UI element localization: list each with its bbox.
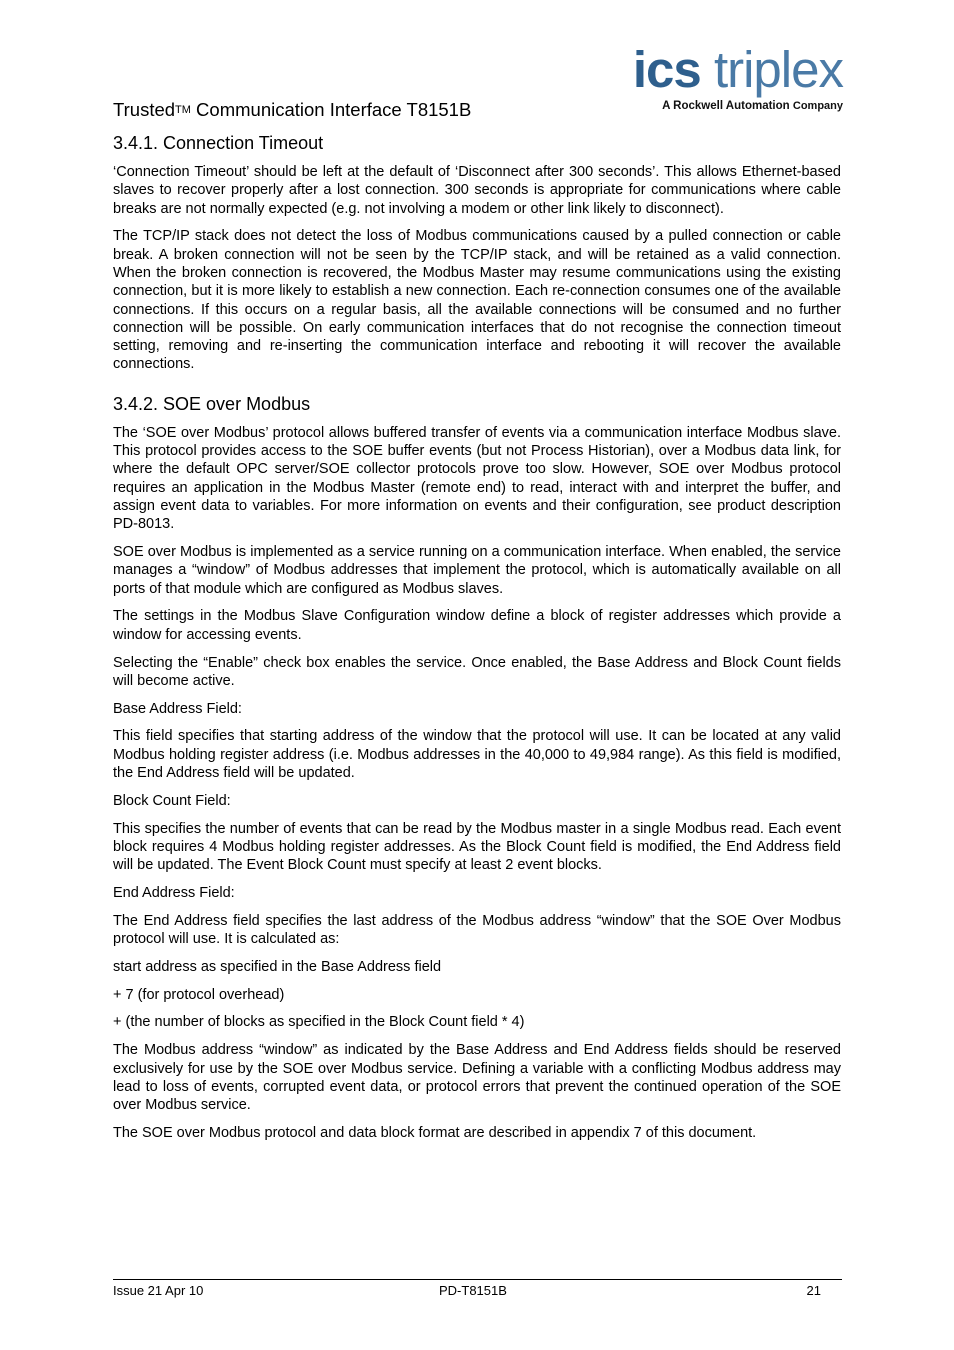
paragraph: The ‘SOE over Modbus’ protocol allows buffered transfer of events via a communication interface Modbus slave. This protocol provides access to the SOE buffer events (but not Process Historian), over a Modbus data link, for where the default OPC server/SOE collector protocols prove too slow. However, SOE over Modbus protocol requires an application in the Modbus Master (remote end) to read, interact with and interpret the buffer, and assign event data to variables. For more information on events and their configuration, see product description PD-8013. [113, 424, 841, 533]
formula-line: + (the number of blocks as specified in the Block Count field * 4) [113, 1014, 525, 1031]
field-label-base-address: Base Address Field: [113, 700, 242, 717]
title-suffix: Communication Interface T8151B [190, 99, 472, 120]
paragraph: Selecting the “Enable” check box enables the service. Once enabled, the Base Address and Block Count fields will become active. [113, 654, 841, 689]
footer-divider [113, 1279, 842, 1280]
formula-line: start address as specified in the Base Address field [113, 958, 442, 975]
page-number: 21 [806, 1283, 821, 1298]
ics-triplex-logo [603, 42, 843, 120]
paragraph: The TCP/IP stack does not detect the loss of Modbus communications caused by a pulled connection or cable break. A broken connection will not be seen by the TCP/IP stack, and will be retained as a valid connection. When the broken connection is recovered, the Modbus Master may resume communications using the existing connection, but it is more likely to establish a new connection. Each re-connection consumes one of the available connections. If this occurs on a regular basis, all the available connections will be consumed and no further connection will be possible. On early communication interfaces that do not recognise the connection timeout setting, removing and re-inserting the communication interface and rebooting it will recover the available connections. [113, 228, 841, 373]
section-heading-soe-over-modbus: 3.4.2. SOE over Modbus [113, 393, 311, 414]
paragraph: The Modbus address “window” as indicated by the Base Address and End Address fields should be reserved exclusively for use by the SOE over Modbus service. Defining a variable with a conflicting Modbus address may lead to loss of events, corrupted event data, or protocol errors that prevent the continued operation of the SOE over Modbus service. [113, 1042, 841, 1114]
field-label-end-address: End Address Field: [113, 885, 235, 901]
paragraph: ‘Connection Timeout’ should be left at the default of ‘Disconnect after 300 seconds’. This allows Ethernet-based slaves to recover properly after a lost connection. 300 seconds is appropriate for communications where cable breaks are not normally expected (e.g. not involving a modem or other link likely to disconnect). [113, 164, 841, 217]
paragraph: This field specifies that starting address of the window that the protocol will use. It can be located at any valid Modbus holding register address (i.e. Modbus addresses in the 40,000 to 49,984 range). As this field is modified, the End Address field will be updated. [113, 728, 841, 782]
document-title [113, 99, 471, 124]
title-prefix: Trusted [113, 99, 176, 120]
paragraph: This specifies the number of events that can be read by the Modbus master in a single Modbus read. Each event block requires 4 Modbus holding register addresses. As the Block Count field is modified, the End Address field will be updated. The Event Block Count must specify at least 2 event blocks. [113, 820, 841, 874]
field-label-block-count: Block Count Field: [113, 792, 231, 809]
logo-tagline: A Rockwell Automation Company [662, 100, 843, 112]
paragraph: SOE over Modbus is implemented as a service running on a communication interface. When enabled, the service manages a “window” of Modbus addresses that implement the protocol, which is automatically available on all ports of that module which are configured as Modbus slaves. [113, 544, 841, 597]
footer-doc-id: PD-T8151B [439, 1283, 507, 1298]
trademark-superscript: TM [175, 104, 191, 116]
paragraph: The SOE over Modbus protocol and data block format are described in appendix 7 of this document. [113, 1124, 757, 1141]
paragraph: The End Address field specifies the last address of the Modbus address “window” that the SOE Over Modbus protocol will use. It is calculated as: [113, 912, 841, 948]
paragraph: The settings in the Modbus Slave Configuration window define a block of register addresses which provide a window for accessing events. [113, 608, 841, 643]
logo-wordmark: ics triplex [632, 41, 843, 98]
page-body [113, 132, 841, 1152]
formula-line: + 7 (for protocol overhead) [113, 986, 285, 1003]
footer-issue: Issue 21 Apr 10 [113, 1283, 204, 1298]
section-heading-connection-timeout: 3.4.1. Connection Timeout [113, 133, 324, 153]
